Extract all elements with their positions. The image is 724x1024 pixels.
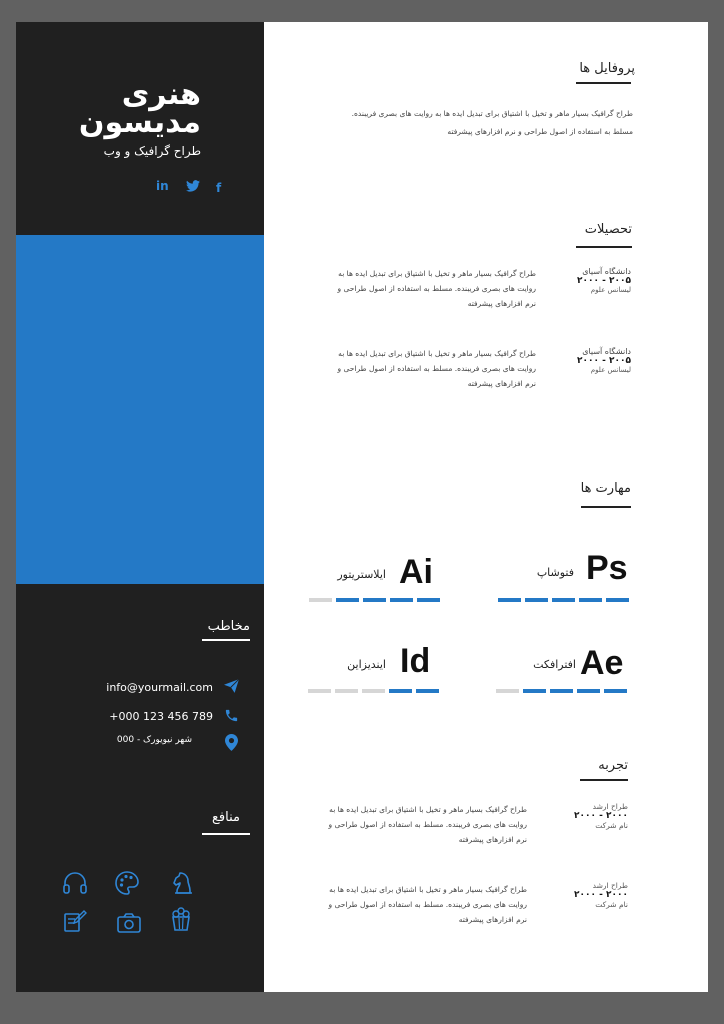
send-icon — [224, 679, 239, 693]
indesign-logo: Id — [400, 642, 431, 680]
photoshop-logo: Ps — [586, 549, 628, 587]
skill-level-bar — [308, 689, 439, 693]
skill-name: افترافکت — [533, 658, 576, 671]
phone-text[interactable]: +000 123 456 789 — [109, 710, 213, 723]
profile-divider — [576, 82, 631, 84]
skill-level-bar — [496, 689, 627, 693]
school-years: ۲۰۰۵ - ۲۰۰۰ — [577, 276, 631, 286]
company-name: نام شرکت — [595, 821, 628, 830]
education-item-2-meta — [577, 347, 631, 374]
profile-title: پروفایل ها — [579, 61, 635, 76]
hobbies-title: منافع — [212, 810, 240, 825]
chess-knight-icon — [170, 870, 196, 896]
job-role: طراح ارشد — [592, 802, 628, 811]
skill-name: ایلاستریتور — [337, 568, 386, 581]
school-years: ۲۰۰۵ - ۲۰۰۰ — [577, 356, 631, 366]
email-text[interactable]: info@yourmail.com — [106, 681, 213, 694]
phone-icon — [224, 708, 239, 723]
education-item-1-meta — [577, 267, 631, 294]
school-name: دانشگاه آسیای — [582, 267, 631, 276]
profile-line-2: مسلط به استفاده از اصول طراحی و نرم افزارهای پیشرفته — [447, 127, 633, 136]
school-degree: لیسانس علوم — [590, 286, 631, 294]
headphones-icon — [62, 870, 88, 896]
hobbies-divider — [202, 833, 250, 835]
skills-divider — [581, 506, 631, 508]
pen-paper-icon — [62, 908, 88, 934]
address-text: شهر نیویورک - 000 — [116, 735, 192, 745]
contact-divider — [202, 639, 250, 641]
main-content — [264, 22, 708, 992]
job-role: طراح ارشد — [592, 881, 628, 890]
popcorn-icon — [168, 906, 194, 932]
school-degree: لیسانس علوم — [590, 366, 631, 374]
location-pin-icon — [225, 734, 238, 751]
company-name: نام شرکت — [595, 900, 628, 909]
education-title: تحصیلات — [584, 222, 632, 237]
profile-line-1: طراح گرافیک بسیار ماهر و تخیل با اشتیاق برای تبدیل ایده ها به روایت های بصری فریبنده. — [351, 109, 633, 118]
palette-icon — [114, 870, 140, 896]
job-years: ۲۰۰۰ - ۲۰۰۰ — [574, 890, 628, 900]
contact-title: مخاطب — [207, 619, 250, 634]
facebook-icon[interactable]: f — [216, 181, 222, 195]
illustrator-logo: Ai — [399, 553, 433, 591]
sidebar — [16, 22, 264, 992]
skill-level-bar — [498, 598, 629, 602]
name-last: مدیسون — [78, 105, 201, 140]
experience-item-1-desc: طراح گرافیک بسیار ماهر و تخیل با اشتیاق برای تبدیل ایده ها به روایت های بصری فریبنده. مسلط به استفاده از اصول طراحی و نرم افزارهای پیشرفته — [328, 805, 527, 844]
education-item-1-desc: طراح گرافیک بسیار ماهر و تخیل با اشتیاق برای تبدیل ایده ها به روایت های بصری فریبنده. مسلط به استفاده از اصول طراحی و نرم افزارهای پیشرفته — [337, 269, 536, 308]
skill-name: ایندیزاین — [347, 658, 386, 671]
experience-title: تجربه — [598, 758, 628, 773]
school-name: دانشگاه آسیای — [582, 347, 631, 356]
skill-level-bar — [309, 598, 440, 602]
job-years: ۲۰۰۰ - ۲۰۰۰ — [574, 811, 628, 821]
experience-item-2-meta — [574, 881, 628, 909]
linkedin-icon[interactable]: in — [156, 179, 169, 193]
name-first: هنری — [121, 77, 201, 112]
camera-icon — [116, 910, 142, 936]
education-divider — [576, 246, 632, 248]
skills-title: مهارت ها — [580, 481, 631, 496]
experience-item-2-desc: طراح گرافیک بسیار ماهر و تخیل با اشتیاق برای تبدیل ایده ها به روایت های بصری فریبنده. مسلط به استفاده از اصول طراحی و نرم افزارهای پیشرفته — [328, 885, 527, 924]
job-title: طراح گرافیک و وب — [103, 144, 201, 158]
skill-name: فتوشاپ — [536, 566, 574, 579]
profile-photo — [16, 235, 264, 584]
experience-item-1-meta — [574, 802, 628, 830]
experience-divider — [580, 779, 628, 781]
aftereffects-logo: Ae — [580, 644, 624, 682]
education-item-2-desc: طراح گرافیک بسیار ماهر و تخیل با اشتیاق برای تبدیل ایده ها به روایت های بصری فریبنده. مسلط به استفاده از اصول طراحی و نرم افزارهای پیشرفته — [337, 349, 536, 388]
twitter-icon[interactable] — [186, 180, 200, 192]
resume-page — [16, 22, 708, 992]
